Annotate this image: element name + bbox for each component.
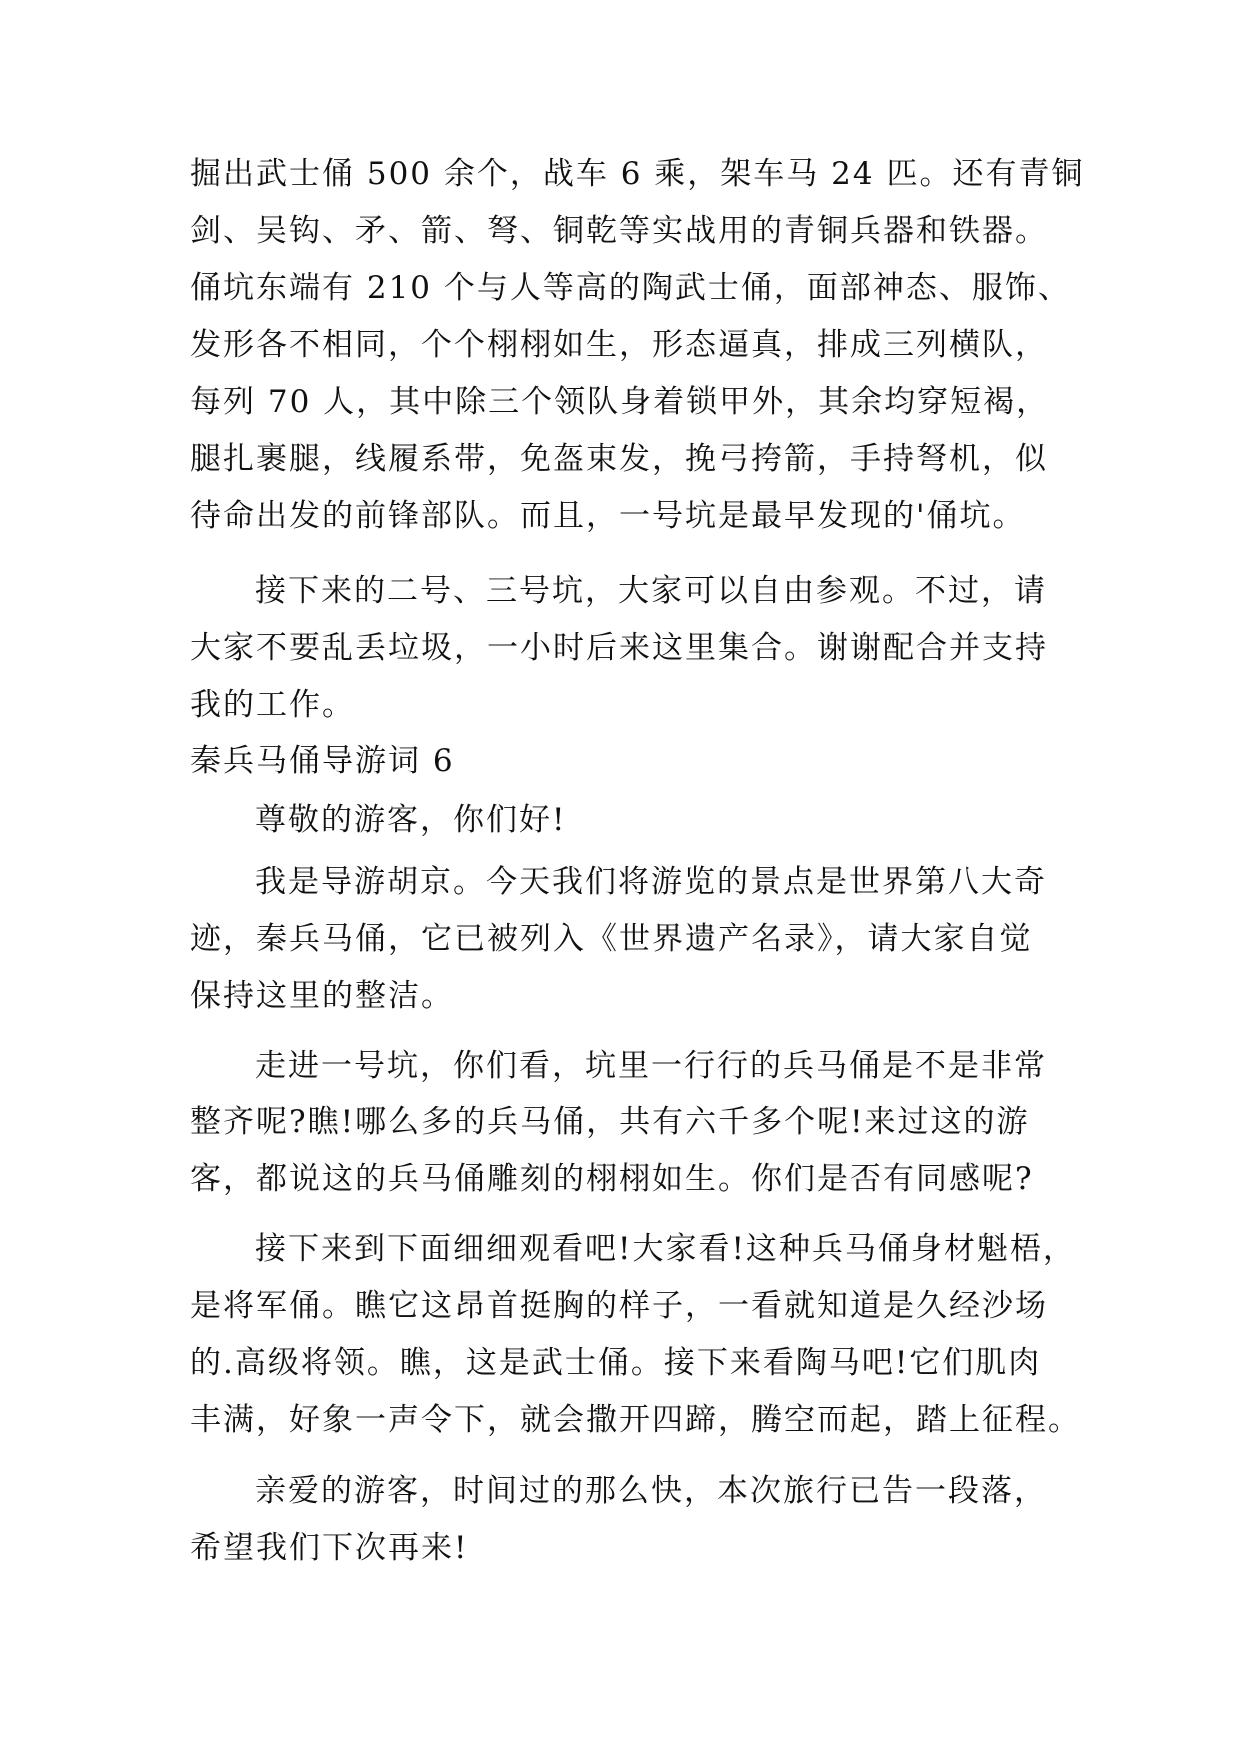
section-heading: 秦兵马俑导游词 6 xyxy=(190,743,455,779)
text-line: 剑、吴钩、矛、箭、弩、铜乾等实战用的青铜兵器和铁器。 xyxy=(190,213,1048,249)
text-line: 希望我们下次再来! xyxy=(190,1530,469,1566)
text-line: 腿扎裹腿，线履系带，免盔束发，挽弓挎箭，手持弩机，似 xyxy=(190,441,1048,477)
text-line: 是将军俑。瞧它这昂首挺胸的样子，一看就知道是久经沙场 xyxy=(190,1288,1048,1324)
paragraph-first-line: 走进一号坑，你们看，坑里一行行的兵马俑是不是非常 xyxy=(255,1048,1047,1084)
text-line: 每列 70 人，其中除三个领队身着锁甲外，其余均穿短褐， xyxy=(190,384,1050,420)
text-line: 大家不要乱丢垃圾，一小时后来这里集合。谢谢配合并支持 xyxy=(190,630,1048,666)
text-line: 保持这里的整洁。 xyxy=(190,978,454,1014)
text-line: 丰满，好象一声令下，就会撒开四蹄，腾空而起，踏上征程。 xyxy=(190,1402,1081,1438)
paragraph-first-line: 尊敬的游客，你们好! xyxy=(255,802,567,838)
text-line: 掘出武士俑 500 余个，战车 6 乘，架车马 24 匹。还有青铜 xyxy=(190,156,1085,192)
paragraph-first-line: 我是导游胡京。今天我们将游览的景点是世界第八大奇 xyxy=(255,864,1047,900)
text-line: 客，都说这的兵马俑雕刻的栩栩如生。你们是否有同感呢? xyxy=(190,1161,1034,1197)
text-line: 我的工作。 xyxy=(190,687,355,723)
text-line: 待命出发的前锋部队。而且，一号坑是最早发现的'俑坑。 xyxy=(190,498,1026,534)
text-line: 整齐呢?瞧!哪么多的兵马俑，共有六千多个呢!来过这的游 xyxy=(190,1104,1030,1140)
text-line: 迹，秦兵马俑，它已被列入《世界遗产名录》，请大家自觉 xyxy=(190,921,1033,957)
text-line: 发形各不相同，个个栩栩如生，形态逼真，排成三列横队， xyxy=(190,327,1048,363)
paragraph-first-line: 接下来到下面细细观看吧!大家看!这种兵马俑身材魁梧， xyxy=(255,1231,1076,1267)
paragraph-first-line: 亲爱的游客，时间过的那么快，本次旅行已告一段落， xyxy=(255,1473,1047,1509)
text-line: 俑坑东端有 210 个与人等高的陶武士俑，面部神态、服饰、 xyxy=(190,270,1071,306)
paragraph-first-line: 接下来的二号、三号坑，大家可以自由参观。不过，请 xyxy=(255,573,1047,609)
text-line: 的.高级将领。瞧，这是武士俑。接下来看陶马吧!它们肌肉 xyxy=(190,1345,1042,1381)
